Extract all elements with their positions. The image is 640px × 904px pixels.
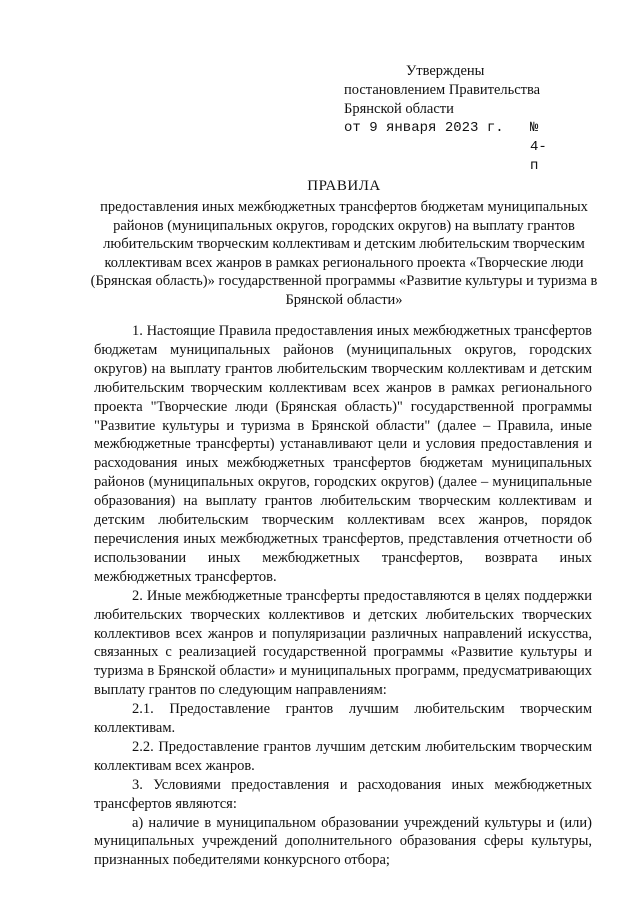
approval-date: от 9 января 2023 г. [344, 120, 504, 136]
document-subtitle: предоставления иных межбюджетных трансфертов бюджетам муниципальных районов (муниципальных округов, городских округов) на выплату грантов любительским творческим коллективам и детским любительским творческим коллективам всех жанров в рамках регионального проекта «Творческие люди (Брянская область)» государственной программы «Развитие культуры и туризма в Брянской области» [90, 199, 598, 308]
approval-number: № 4-п [530, 120, 547, 174]
approval-region-line: Брянской области [344, 101, 454, 117]
paragraph-2: 2. Иные межбюджетные трансферты предоставляются в целях поддержки любительских творческих коллективов и детских любительских творческих коллективов всех жанров и популяризации различных направлений искусства, связанных с реализацией государственной программы «Развитие культуры и туризма в Брянской области» и муниципальных программ, предусматривающих выплату грантов по следующим направлениям: [94, 587, 592, 699]
approval-decree-line: постановлением Правительства [344, 82, 541, 98]
paragraph-2-1: 2.1. Предоставление грантов лучшим любительским творческим коллективам. [94, 701, 592, 737]
paragraph-3: 3. Условиями предоставления и расходования иных межбюджетных трансфертов являются: [94, 776, 592, 812]
paragraph-2-2: 2.2. Предоставление грантов лучшим детским любительским творческим коллективам всех жанров. [94, 738, 592, 774]
document-body [94, 322, 592, 870]
approval-block [344, 62, 547, 174]
approval-heading: Утверждены [406, 63, 485, 79]
paragraph-3-a: а) наличие в муниципальном образовании учреждений культуры и (или) муниципальных учреждений дополнительного образования сферы культуры, признанных победителями конкурсного отбора; [94, 814, 592, 869]
approval-date-line [344, 119, 547, 174]
document-title: ПРАВИЛА [307, 178, 381, 194]
paragraph-1: 1. Настоящие Правила предоставления иных межбюджетных трансфертов бюджетам муниципальных районов (муниципальных округов, городских округов) на выплату грантов любительским творческим коллективам и детским любительским творческим коллективам всех жанров в рамках регионального проекта "Творческие люди (Брянская область)" государственной программы "Развитие культуры и туризма в Брянской области" (далее – Правила, иные межбюджетные трансферты) устанавливают цели и условия предоставления и расходования иных межбюджетных трансфертов бюджетам муниципальных районов (муниципальных округов, городских округов) (далее – муниципальные образования) на выплату грантов любительским творческим коллективам и детским любительским творческим коллективам всех жанров, порядок перечисления иных межбюджетных трансфертов, представления отчетности об использовании иных межбюджетных трансфертов, возврата иных межбюджетных трансфертов. [94, 323, 592, 585]
